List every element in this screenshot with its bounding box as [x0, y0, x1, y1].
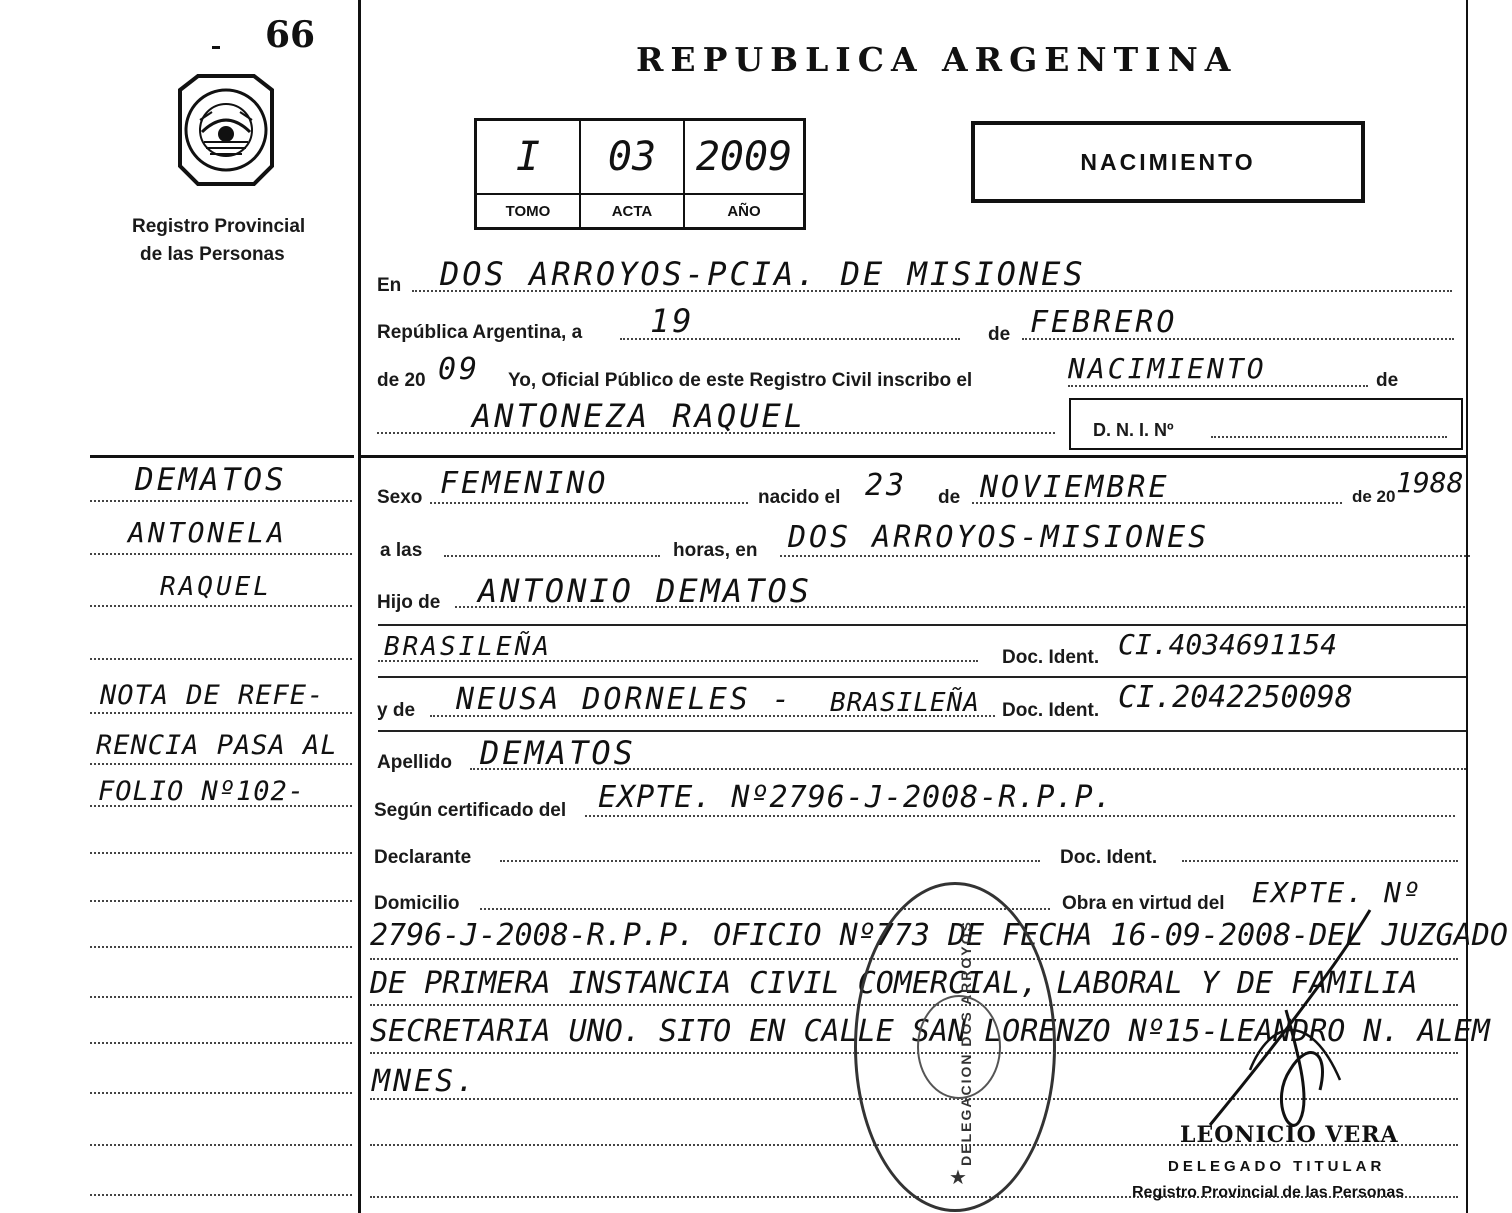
- margin-dots-3: [90, 605, 352, 607]
- margin-second-name: RAQUEL: [160, 572, 272, 602]
- label-hijo-de: Hijo de: [377, 592, 441, 613]
- margin-note-1: NOTA DE REFE-: [100, 680, 325, 711]
- label-apellido: Apellido: [377, 752, 452, 773]
- label-doc-ident-1: Doc. Ident.: [1002, 647, 1100, 668]
- acta-value: 03: [581, 121, 685, 195]
- dots-birth-place: [780, 555, 1470, 557]
- ano-label: AÑO: [727, 202, 761, 220]
- dots-birth-month: [972, 502, 1342, 504]
- margin-dots-13: [90, 1092, 352, 1094]
- label-doc-ident-3: Doc. Ident.: [1060, 847, 1158, 868]
- hw-mother-doc: CI.2042250098: [1118, 680, 1353, 715]
- margin-dots-14: [90, 1144, 352, 1146]
- section-rule-1: [360, 455, 1466, 458]
- label-nacido: nacido el: [758, 487, 841, 508]
- label-declarante: Declarante: [374, 847, 472, 868]
- margin-first-name: ANTONELA: [128, 516, 287, 549]
- hw-birth-year: 1988: [1396, 466, 1464, 499]
- label-de20b: de 20: [1352, 487, 1396, 506]
- hw-inscribe: NACIMIENTO: [1068, 352, 1267, 385]
- hw-mother-nationality: BRASILEÑA: [830, 688, 980, 718]
- hw-name: ANTONEZA RAQUEL: [472, 397, 806, 435]
- dots-declarante-doc: [1182, 860, 1458, 862]
- margin-dots-4: [90, 658, 352, 660]
- hw-line-3: SECRETARIA UNO. SITO EN CALLE SAN LORENZO Nº15-LEANDRO N. ALEM: [370, 1014, 1490, 1049]
- hw-father: ANTONIO DEMATOS: [478, 572, 812, 610]
- hw-certificate: EXPTE. Nº2796-J-2008-R.P.P.: [598, 780, 1113, 815]
- acta-label: ACTA: [581, 195, 685, 227]
- hw-line-1: 2796-J-2008-R.P.P. OFICIO Nº773 DE FECHA 16-09-2008-DEL JUZGADO: [370, 918, 1508, 953]
- hw-birth-day: 23: [865, 468, 908, 503]
- dni-box: [1069, 398, 1463, 450]
- registry-line-1: Registro Provincial: [132, 216, 306, 237]
- label-de-3: de: [938, 487, 961, 508]
- record-type-box: NACIMIENTO: [971, 121, 1365, 203]
- hw-obra-start: EXPTE. Nº: [1252, 876, 1422, 909]
- dots-inscribe: [1068, 385, 1368, 387]
- seal-inner: [917, 995, 1001, 1099]
- dots-sex: [430, 502, 748, 504]
- page-number: 66: [265, 14, 316, 56]
- margin-dots-8: [90, 852, 352, 854]
- label-domicilio: Domicilio: [374, 893, 460, 914]
- section-rule-2: [378, 624, 1466, 626]
- dots-father: [455, 606, 1465, 608]
- margin-divider: [358, 0, 361, 1213]
- provincial-emblem: [170, 70, 282, 190]
- tomo-value: I: [477, 121, 581, 195]
- dots-hours: [444, 555, 660, 557]
- official-org: Registro Provincial de las Personas: [1132, 1184, 1405, 1201]
- hw-sex: FEMENINO: [440, 466, 609, 501]
- margin-dots-10: [90, 946, 352, 948]
- hw-birth-month: NOVIEMBRE: [980, 470, 1170, 505]
- label-de-1: de: [988, 324, 1011, 345]
- label-yo: Yo, Oficial Público de este Registro Civil inscribo el: [508, 370, 973, 391]
- label-sexo: Sexo: [377, 487, 423, 508]
- hw-year-suffix: 09: [438, 352, 481, 387]
- tomo-label: TOMO: [477, 195, 581, 227]
- hw-father-doc: CI.4034691154: [1118, 628, 1338, 661]
- hw-place: DOS ARROYOS-PCIA. DE MISIONES: [440, 255, 1086, 293]
- margin-surname: DEMATOS: [135, 462, 287, 498]
- dots-father-nat: [378, 660, 978, 662]
- label-de20: de 20: [377, 370, 426, 391]
- dots-declarante: [500, 860, 1040, 862]
- hw-month: FEBRERO: [1030, 305, 1178, 340]
- hw-birth-place: DOS ARROYOS-MISIONES: [788, 520, 1210, 555]
- hw-mother: NEUSA DORNELES -: [456, 682, 793, 717]
- official-title: DELEGADO TITULAR: [1168, 1158, 1386, 1175]
- label-doc-ident-2: Doc. Ident.: [1002, 700, 1100, 721]
- label-y-de: y de: [377, 700, 416, 721]
- label-horas-en: horas, en: [673, 540, 758, 561]
- registry-line-2: de las Personas: [140, 244, 285, 265]
- margin-top-rule: [90, 455, 354, 458]
- dots-mother: [430, 715, 995, 717]
- margin-dots-6: [90, 763, 352, 765]
- label-a-las: a las: [380, 540, 423, 561]
- margin-dots-9: [90, 900, 352, 902]
- margin-dots-1: [90, 500, 352, 502]
- seal-star-icon: ★: [949, 1167, 967, 1189]
- dots-surname: [470, 768, 1466, 770]
- margin-dots-5: [90, 712, 352, 714]
- label-en: En: [377, 275, 402, 296]
- hw-day: 19: [650, 302, 695, 340]
- label-de-2: de: [1376, 370, 1399, 391]
- hw-line-4: MNES.: [372, 1064, 478, 1099]
- signature: [1190, 900, 1390, 1130]
- hw-line-2: DE PRIMERA INSTANCIA CIVIL COMERCIAL, LABORAL Y DE FAMILIA: [370, 966, 1418, 1001]
- dots-certificate: [585, 815, 1455, 817]
- margin-note-2: RENCIA PASA AL: [96, 730, 338, 761]
- hw-father-nationality: BRASILEÑA: [384, 632, 552, 662]
- label-dni: D. N. I. Nº: [1093, 420, 1174, 440]
- ano-value: 2009: [685, 121, 803, 195]
- margin-note-3: FOLIO Nº102-: [98, 776, 306, 807]
- hw-surname: DEMATOS: [480, 734, 636, 772]
- label-segun: Según certificado del: [374, 800, 567, 821]
- margin-dots-11: [90, 996, 352, 998]
- margin-dots-15: [90, 1194, 352, 1196]
- dots-dni: [1211, 436, 1447, 438]
- small-dash: [212, 46, 220, 49]
- country-title: REPUBLICA ARGENTINA: [636, 40, 1238, 79]
- label-republica: República Argentina, a: [377, 322, 583, 343]
- record-number-box: [474, 118, 806, 230]
- section-rule-4: [378, 730, 1466, 732]
- official-seal: [854, 882, 1056, 1212]
- section-rule-3: [378, 676, 1466, 678]
- margin-dots-12: [90, 1042, 352, 1044]
- seal-text: DELEGACION DOS ARROYOS: [957, 920, 974, 1166]
- margin-dots-2: [90, 553, 352, 555]
- official-name: LEONICIO VERA: [1180, 1122, 1399, 1148]
- label-obra: Obra en virtud del: [1062, 893, 1225, 914]
